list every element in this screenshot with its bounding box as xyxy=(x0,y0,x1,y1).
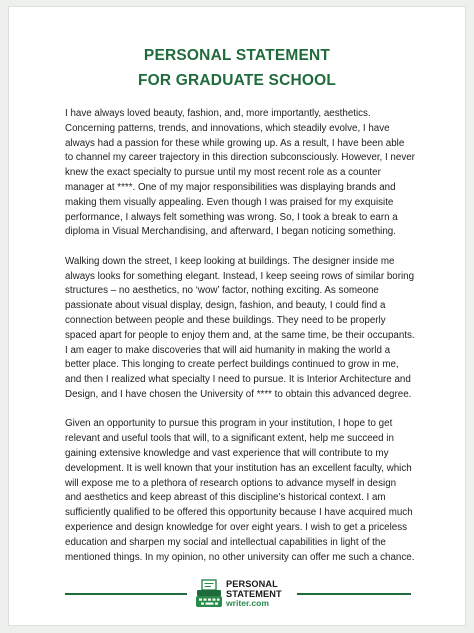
footer xyxy=(9,577,465,611)
logo-wordmark xyxy=(226,580,282,609)
paragraph-1: I have always loved beauty, fashion, and, more importantly, aesthetics. Concerning patterns, trends, and innovations, which steadily evolve, I have always had a passion for these while growing up. As a result, I have been able to channel my career trajectory in this direction subconsciously. However, I never knew the exact specialty to pursue until my most recent role as a counter manager at ****. One of my major responsibilities was displaying brands and making them visually appealing. Even though I was praised for my exquisite performance, I always felt something was wrong. So, I took a break to earn a diploma in Visual Merchandising, and afterward, I began noticing something. xyxy=(65,108,415,238)
paragraph-2: Walking down the street, I keep looking at buildings. The designer inside me always looks for something elegant. Instead, I keep seeing rows of similar boring structures – no aesthetics, no ‘wow’ factor, nothing exciting. As someone passionate about visual display, design, fashion, and beauty, I could find a connection between people and these buildings. They need to be properly spaced apart for people to enjoy them and, at the same time, be their occupants. I am eager to make discoveries that will aid humanity in making the world a better place. This longing to create perfect buildings continued to grow in me, and then I realized what specialty I need to pursue. It is Interior Architecture and Design, and I have chosen the University of **** to obtain this advanced degree. xyxy=(65,255,415,400)
brand-logo xyxy=(195,577,295,611)
title-line-1: PERSONAL STATEMENT xyxy=(143,47,331,64)
page-title xyxy=(9,43,465,93)
footer-divider-left xyxy=(65,593,187,595)
document-page xyxy=(8,6,466,626)
typewriter-icon xyxy=(195,579,223,609)
logo-text-line-3: writer.com xyxy=(226,598,269,608)
statement-body xyxy=(65,107,415,580)
title-line-2: FOR GRADUATE SCHOOL xyxy=(137,72,337,89)
paragraph-3: Given an opportunity to pursue this program in your institution, I hope to get relevant and useful tools that will, to a significant extent, help me succeed in gaining extensive knowledge and vast experience that will contribute to my development. It is well known that your institution has an excellent faculty, which will expose me to a plethora of research options to advance myself in design and aesthetics and keep abreast of this discipline’s historical context. I am sufficiently qualified to be offered this opportunity because I have acquired much experience and design knowledge for over eight years. I wish to get a priceless education and sharpen my social and intellectual capabilities in light of the mentioned things. In my opinion, no other university can offer me such a chance. xyxy=(65,418,415,563)
logo-text-line-2: STATEMENT xyxy=(226,588,282,599)
logo-text-line-1: PERSONAL xyxy=(226,579,278,589)
footer-divider-right xyxy=(297,593,411,595)
